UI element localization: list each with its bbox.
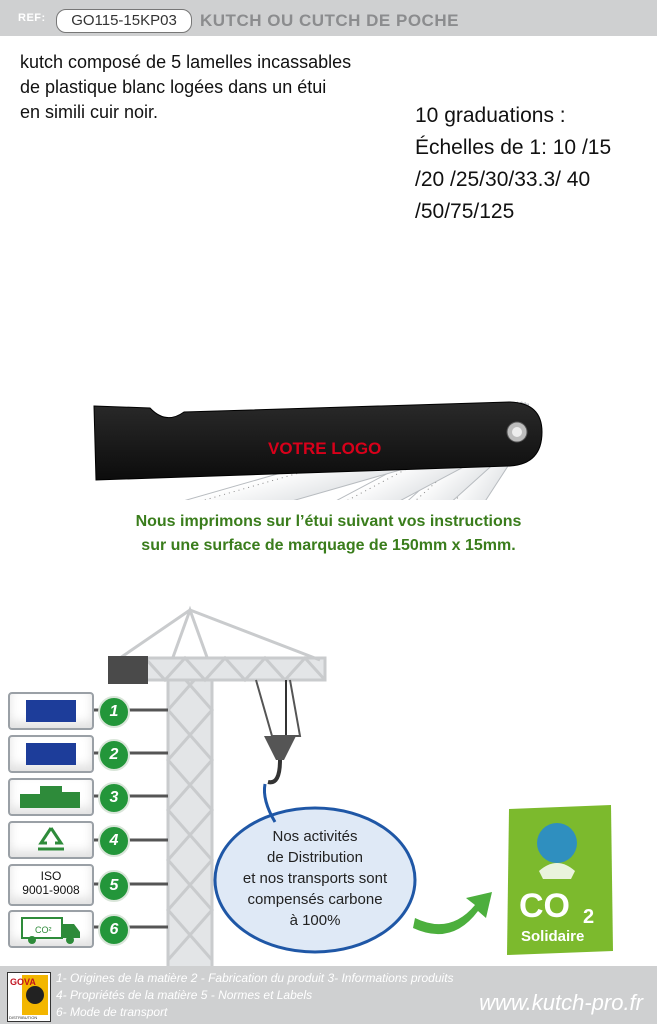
co2-subscript: 2 — [583, 906, 595, 928]
eu-manufacture-badge — [8, 735, 94, 773]
ref-label: REF: — [18, 12, 46, 24]
svg-text:DISTRIBUTION: DISTRIBUTION — [9, 1015, 38, 1020]
eu-flag-icon — [26, 743, 76, 765]
truck-text: CO² — [35, 925, 52, 935]
recycle-badge — [8, 821, 94, 859]
globe-icon — [537, 823, 577, 863]
step-number: 2 — [98, 739, 130, 771]
bubble-line: compensés carbone — [247, 891, 383, 908]
legend-line: 4- Propriétés de la matière 5 - Normes et Labels — [56, 988, 313, 1002]
logo-placeholder: VOTRE LOGO — [268, 439, 382, 458]
transport-badge — [8, 910, 94, 948]
co2-text: CO — [519, 887, 570, 925]
ref-code: GO115-15KP03 — [56, 9, 192, 33]
graduations-line: /20 /25/30/33.3/ 40 — [415, 168, 591, 191]
step-number: 3 — [98, 782, 130, 814]
eu-flag-icon — [26, 700, 76, 722]
gova-logo — [7, 972, 51, 1022]
product-title: KUTCH OU CUTCH DE POCHE — [200, 11, 459, 30]
factory-icon — [10, 780, 92, 814]
graduations-line: Échelles de 1: 10 /15 — [415, 136, 612, 159]
bubble-line: Nos activités — [272, 828, 358, 845]
website-link[interactable]: www.kutch-pro.fr — [479, 990, 643, 1015]
bubble-line: et nos transports sont — [242, 870, 388, 887]
imprint-info — [0, 510, 657, 558]
product-description — [20, 50, 400, 125]
hook-icon — [264, 736, 296, 760]
bubble-line: à 100% — [289, 912, 341, 929]
description-line: de plastique blanc logées dans un étui — [20, 77, 327, 97]
graduations-line: 10 graduations : — [415, 104, 566, 127]
bubble-line: de Distribution — [267, 849, 363, 866]
step-number: 4 — [98, 825, 130, 857]
eu-origin-badge — [8, 692, 94, 730]
imprint-line: Nous imprimons sur l’étui suivant vos instructions — [135, 513, 522, 530]
co2-solidaire-logo — [505, 805, 615, 955]
iso-badge — [8, 864, 94, 906]
truck-icon — [10, 912, 92, 946]
footer-legend — [56, 970, 454, 1021]
legend-line: 1- Origines de la matière 2 - Fabrication du produit 3- Informations produits — [56, 971, 454, 985]
iso-label: ISO 9001-9008 — [22, 869, 80, 897]
legend-line: 6- Mode de transport — [56, 1005, 168, 1019]
solidaire-label: Solidaire — [521, 928, 585, 945]
header-bar — [0, 0, 657, 36]
arrow-icon — [413, 892, 492, 934]
graduations-line: /50/75/125 — [415, 200, 515, 223]
step-number: 1 — [98, 696, 130, 728]
svg-text:GOVA: GOVA — [10, 977, 36, 987]
recycle-icon — [10, 823, 92, 857]
imprint-line: sur une surface de marquage de 150mm x 15mm. — [141, 537, 516, 554]
description-line: en simili cuir noir. — [20, 102, 159, 122]
factory-badge — [8, 778, 94, 816]
carbon-bubble — [220, 792, 410, 944]
step-number: 5 — [98, 870, 130, 902]
description-line: kutch composé de 5 lamelles incassables — [20, 52, 352, 72]
step-number: 6 — [98, 914, 130, 946]
